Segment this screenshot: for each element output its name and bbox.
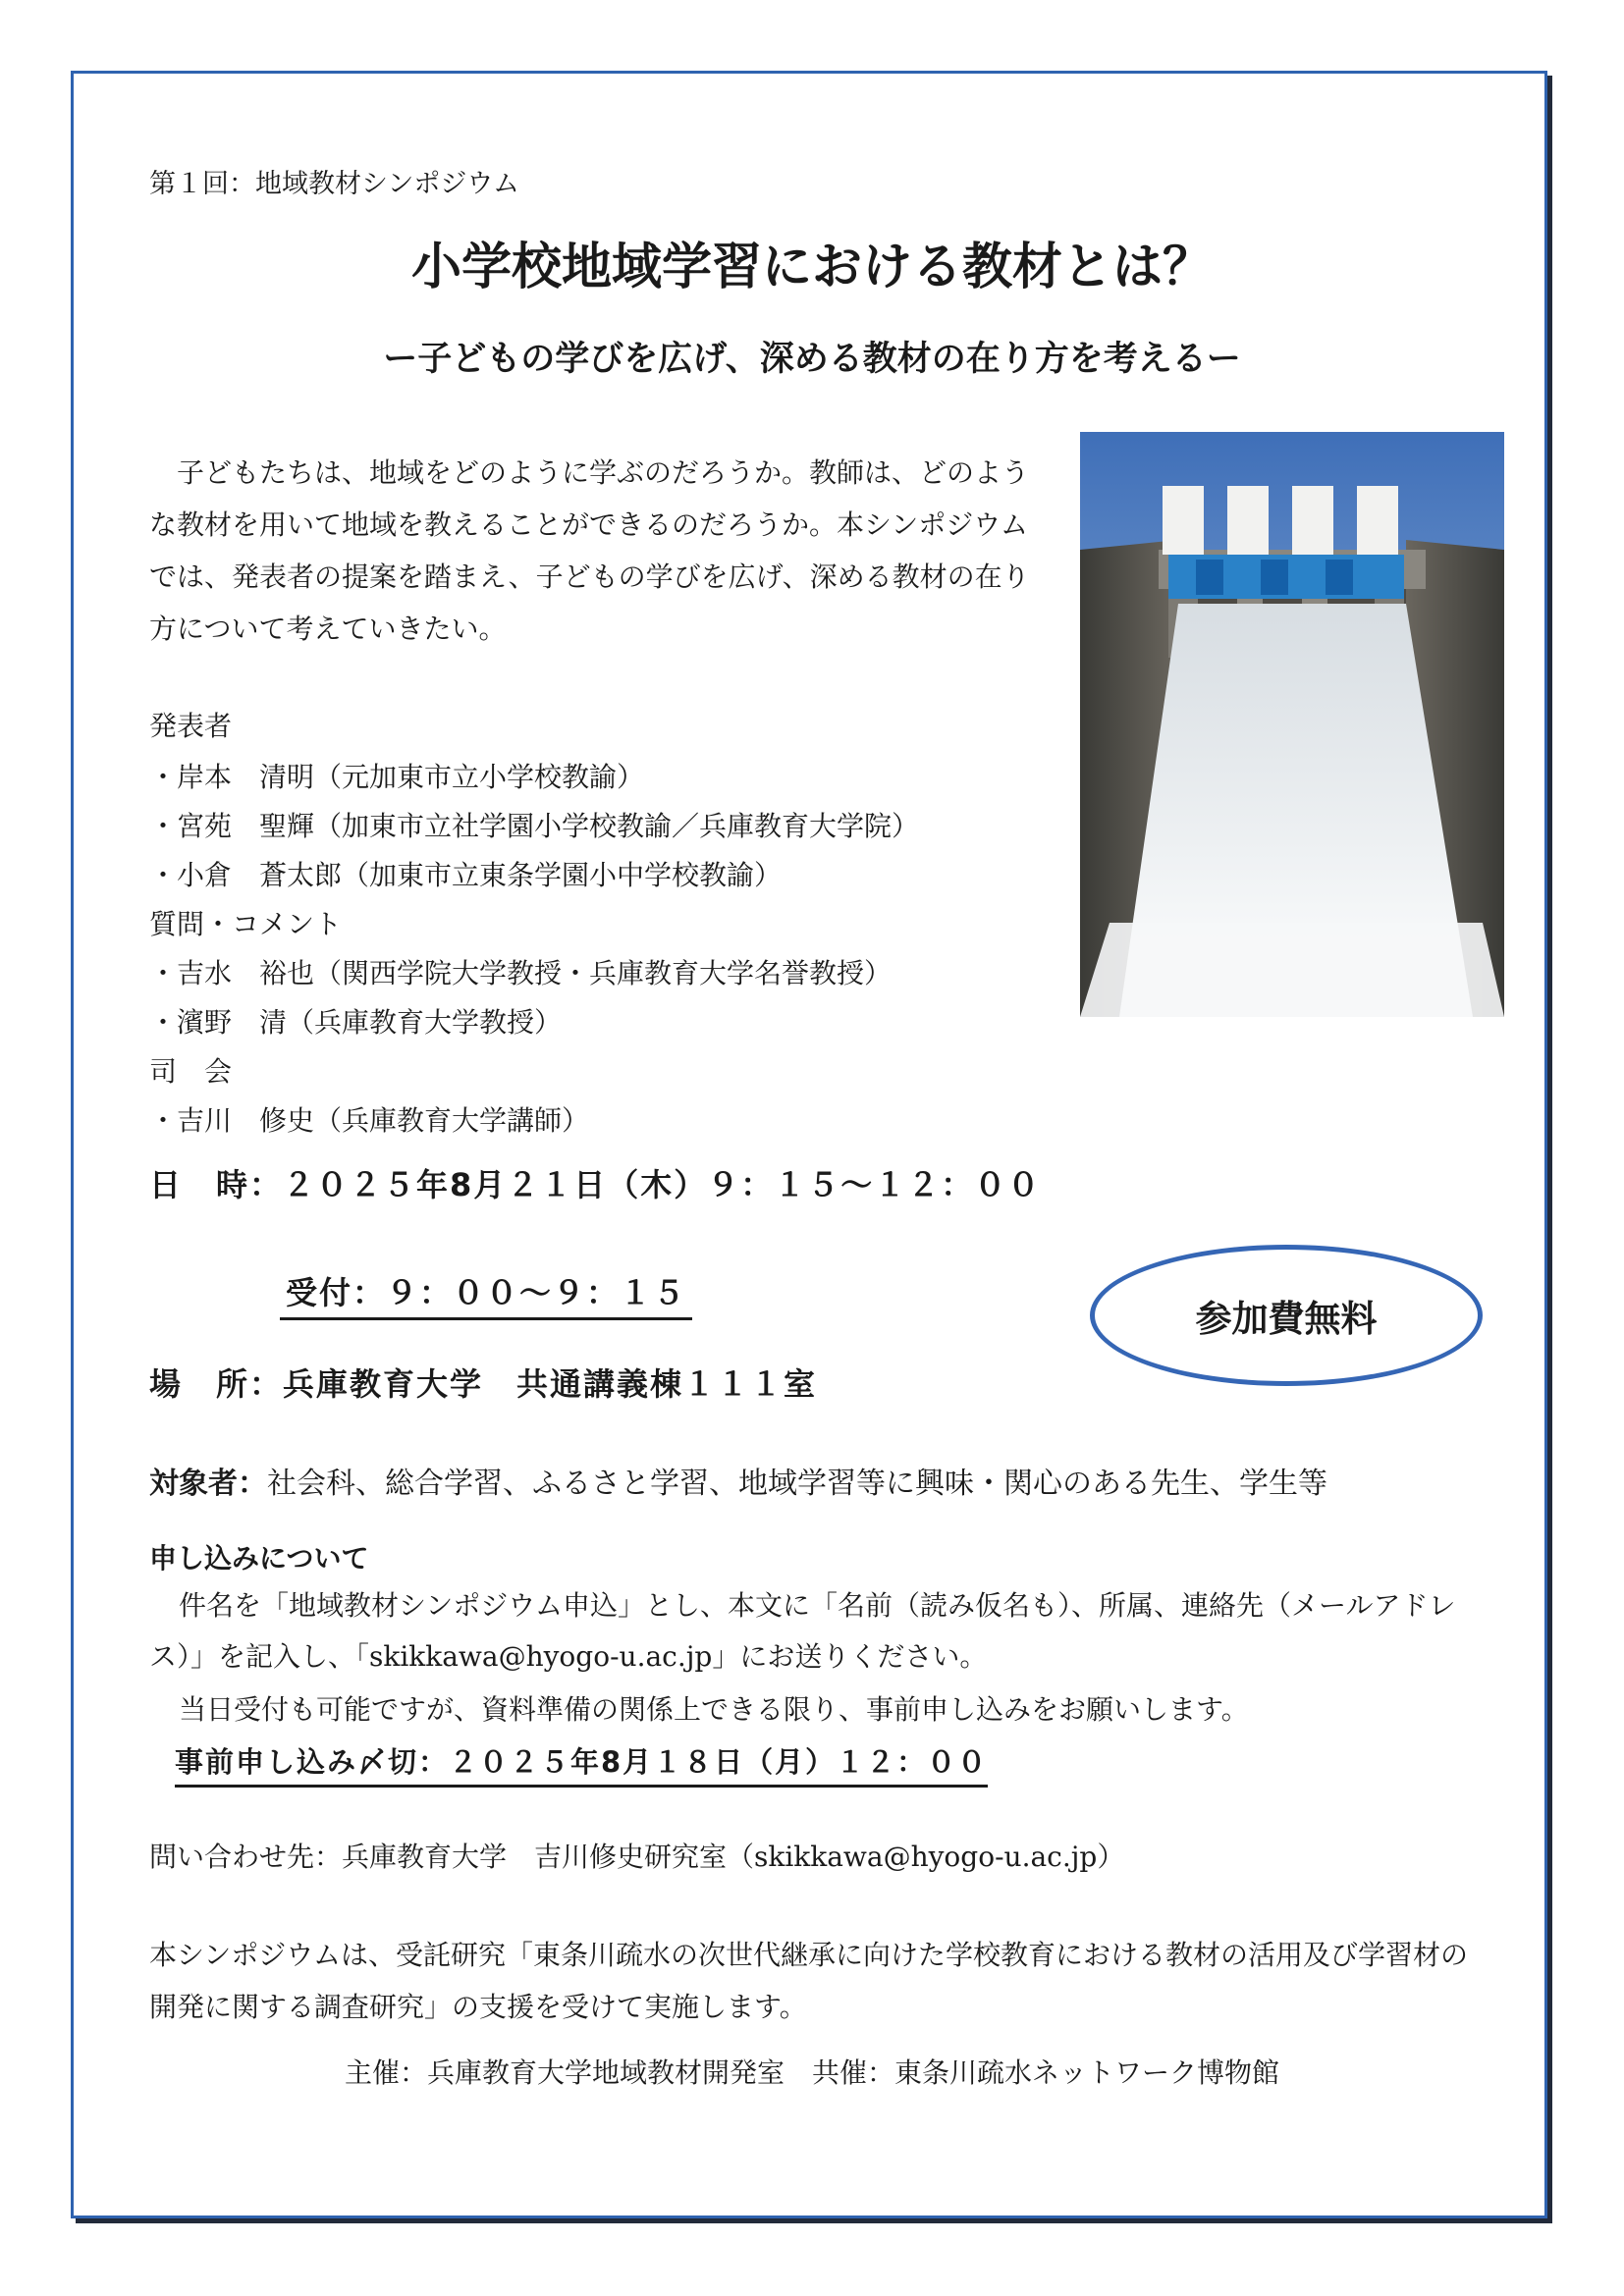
reception-time: 受付：９：００～９：１５	[280, 1268, 692, 1320]
moderator-heading: 司 会	[149, 1055, 233, 1088]
target-label: 対象者：	[149, 1467, 267, 1501]
speaker-2: ・宮苑 聖輝（加東市立社学園小学校教諭／兵庫教育大学院）	[149, 810, 920, 842]
intro-paragraph	[149, 447, 1038, 655]
intro-text: 子どもたちは、地域をどのように学ぶのだろうか。教師は、どのような教材を用いて地域を教えることができるのだろうか。本シンポジウムでは、発表者の提案を踏まえ、子どもの学びを広げ、深める教材の在り方について考えていきたい。	[149, 456, 1030, 645]
speaker-3: ・小倉 蒼太郎（加東市立東条学園小中学校教諭）	[149, 859, 783, 891]
contact-info: 問い合わせ先：兵庫教育大学 吉川修史研究室（skikkawa@hyogo-u.ac.jp）	[149, 1841, 1125, 1873]
support-statement: 本シンポジウムは、受託研究「東条川疏水の次世代継承に向けた学校教育における教材の活用及び学習材の開発に関する調査研究」の支援を受けて実施します。	[149, 1939, 1469, 2023]
target-audience	[149, 1459, 1327, 1502]
free-admission-badge: 参加費無料	[1090, 1245, 1483, 1386]
moderator-1: ・吉川 修史（兵庫教育大学講師）	[149, 1104, 590, 1137]
application-body: 件名を「地域教材シンポジウム申込」とし、本文に「名前（読み仮名も）、所属、連絡先（メールアドレス）」を記入し、「skikkawa@hyogo-u.ac.jp」にお送りください。	[149, 1589, 1456, 1673]
speakers-heading: 発表者	[149, 710, 233, 742]
application-note: 当日受付も可能ですが、資料準備の関係上できる限り、事前申し込みをお願いします。	[179, 1693, 1249, 1726]
commentator-2: ・濱野 清（兵庫教育大学教授）	[149, 1006, 563, 1039]
target-text: 社会科、総合学習、ふるさと学習、地域学習等に興味・関心のある先生、学生等	[267, 1467, 1327, 1501]
page-title: 小学校地域学習における教材とは？	[410, 239, 1213, 296]
page-border	[71, 71, 1547, 2218]
speaker-1: ・岸本 清明（元加東市立小学校教諭）	[149, 761, 645, 793]
dam-photo	[1080, 432, 1504, 1017]
event-datetime: 日 時：２０２５年8月２１日（木）９：１５～１２：００	[149, 1166, 1042, 1203]
series-label: 第１回：地域教材シンポジウム	[149, 169, 520, 199]
organizers: 主催：兵庫教育大学地域教材開発室 共催：東条川疏水ネットワーク博物館	[344, 2056, 1279, 2089]
application-heading: 申し込みについて	[149, 1542, 369, 1575]
application-deadline: 事前申し込み〆切：２０２５年8月１８日（月）１２：００	[175, 1740, 988, 1788]
commentator-1: ・吉水 裕也（関西学院大学教授・兵庫教育大学名誉教授）	[149, 957, 893, 989]
commentators-heading: 質問・コメント	[149, 908, 343, 940]
event-venue: 場 所：兵庫教育大学 共通講義棟１１１室	[149, 1365, 818, 1403]
page-subtitle: ー子どもの学びを広げ、深める教材の在り方を考えるー	[383, 340, 1241, 379]
